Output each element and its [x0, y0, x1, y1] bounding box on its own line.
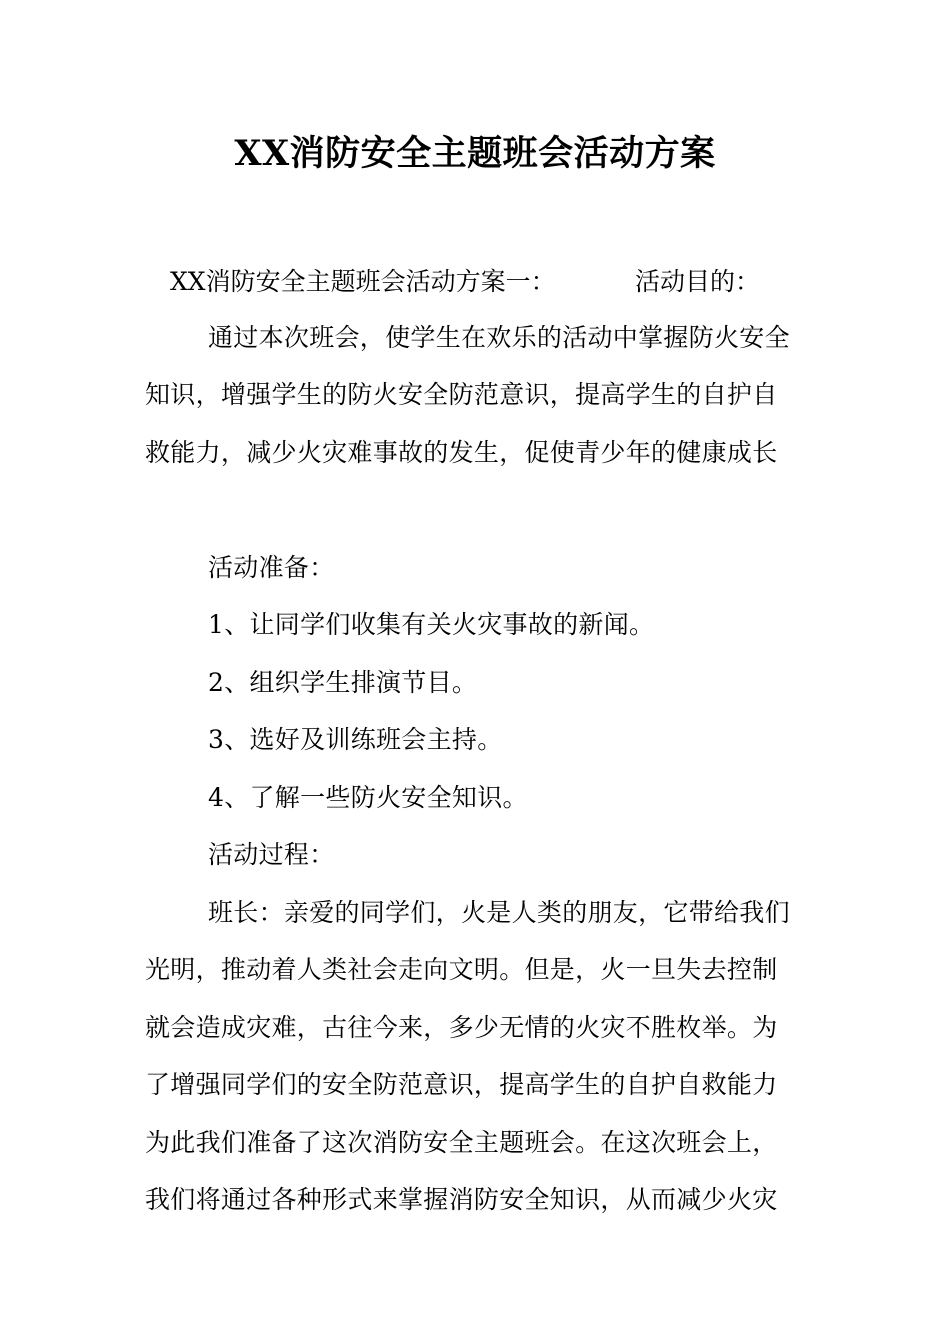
purpose-line: 通过本次班会，使学生在欢乐的活动中掌握防火安全	[208, 323, 790, 352]
prep-item: 1、让同学们收集有关火灾事故的新闻。	[208, 610, 655, 639]
intro-heading: XX消防安全主题班会活动方案一：	[170, 267, 556, 296]
purpose-line: 知识，增强学生的防火安全防范意识，提高学生的自护自	[145, 380, 778, 409]
prep-item: 2、组织学生排演节目。	[208, 668, 478, 697]
process-line: 班长：亲爱的同学们，火是人类的朋友，它带给我们	[208, 898, 790, 927]
process-line: 就会造成灾难，古往今来，多少无情的火灾不胜枚举。为	[145, 1013, 778, 1042]
process-line: 了增强同学们的安全防范意识，提高学生的自护自救能力	[145, 1070, 778, 1099]
process-line: 我们将通过各种形式来掌握消防安全知识，从而减少火灾	[145, 1185, 778, 1214]
process-heading: 活动过程：	[208, 840, 335, 869]
process-line: 为此我们准备了这次消防安全主题班会。在这次班会上，	[145, 1128, 778, 1157]
document-title: XX消防安全主题班会活动方案	[234, 133, 716, 174]
prep-item: 3、选好及训练班会主持。	[208, 725, 503, 754]
prep-item: 4、了解一些防火安全知识。	[208, 783, 528, 812]
process-line: 光明，推动着人类社会走向文明。但是，火一旦失去控制	[145, 955, 778, 984]
prep-heading: 活动准备：	[208, 553, 335, 582]
purpose-heading: 活动目的：	[635, 267, 761, 296]
purpose-line: 救能力，减少火灾难事故的发生，促使青少年的健康成长	[145, 438, 778, 467]
